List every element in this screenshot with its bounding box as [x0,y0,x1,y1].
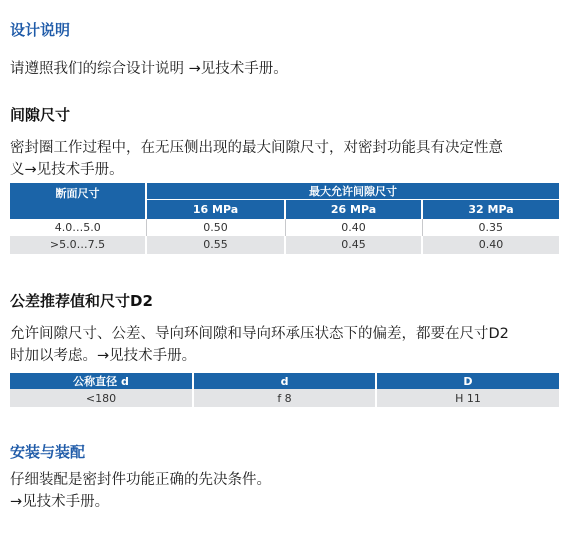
gap-row1-32: 0.35 [422,219,559,236]
gap-row2-size: >5.0…7.5 [10,236,146,254]
tolerance-text-line1: 允许间隙尺寸、公差、导向环间隙和导向环承压状态下的偏差，都要在尺寸D2 [10,326,509,342]
tolerance-heading: 公差推荐值和尺寸D2 [10,292,153,310]
install-text [10,469,271,513]
gap-table-pressure-32: 32 MPa [422,200,559,219]
install-text-line1: 仔细装配是密封件功能正确的先决条件。 [10,472,271,488]
table-row [10,389,559,407]
install-text-line2: →见技术手册。 [10,494,110,510]
tolerance-table [10,373,559,407]
gap-table-pressure-16: 16 MPa [146,200,285,219]
tolerance-row-nominal: <180 [10,389,193,407]
design-text: 请遵照我们的综合设计说明 →见技术手册。 [10,61,288,77]
tolerance-text-line2: 时加以考虑。→见技术手册。 [10,348,197,364]
gap-row2-16: 0.55 [146,236,285,254]
table-row [10,219,559,236]
gap-row2-32: 0.40 [422,236,559,254]
tolerance-text [10,323,575,367]
tolerance-header-nominal-d: 公称直径 d [10,373,193,389]
gap-text-line2: 义→见技术手册。 [10,162,124,178]
gap-row2-26: 0.45 [285,236,422,254]
gap-table-col0-header: 断面尺寸 [10,183,146,219]
tolerance-row-D: H 11 [376,389,559,407]
tolerance-row-d: f 8 [193,389,376,407]
gap-text-line1: 密封圈工作过程中，在无压侧出现的最大间隙尺寸，对密封功能具有决定性意 [10,140,503,156]
gap-text [10,137,575,181]
install-heading: 安装与装配 [10,443,86,461]
tolerance-header-D: D [376,373,559,389]
gap-row1-16: 0.50 [146,219,285,236]
gap-table-group-header: 最大允许间隙尺寸 [146,183,559,200]
gap-table-pressure-26: 26 MPa [285,200,422,219]
gap-row1-26: 0.40 [285,219,422,236]
gap-table [10,183,559,254]
table-row [10,236,559,254]
tolerance-header-d: d [193,373,376,389]
design-heading: 设计说明 [10,21,71,39]
gap-row1-size: 4.0…5.0 [10,219,146,236]
gap-heading: 间隙尺寸 [10,106,71,124]
